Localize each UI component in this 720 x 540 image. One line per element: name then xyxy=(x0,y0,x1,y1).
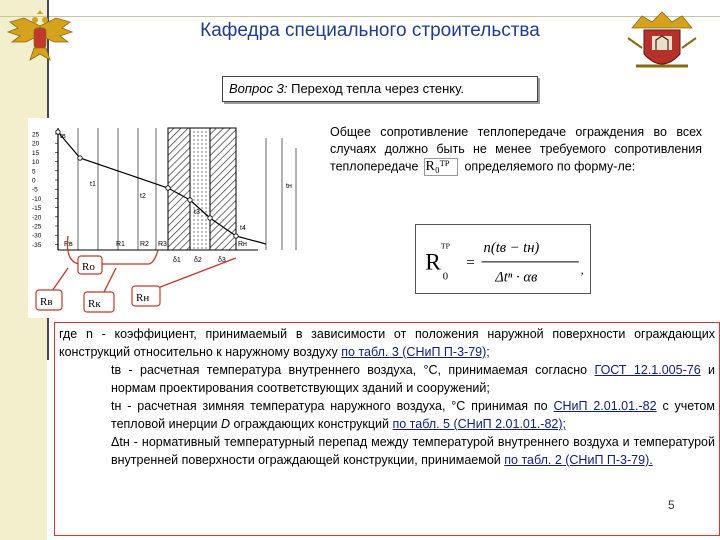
y-tick-label: 15 xyxy=(32,149,40,157)
y-tick-label: 20 xyxy=(32,140,40,148)
slide-number: 5 xyxy=(668,498,675,512)
wall-label-d1: δ1 xyxy=(173,257,181,264)
para-dtn: Δtн - нормативный температурный перепад между температурой внутреннего воздуха и температурой внутренней поверхности ограждающей конструкции, принимаемой по табл. 2 (СНиП П-3-79). xyxy=(111,435,715,467)
right-label: tн xyxy=(286,183,292,190)
explanation-text xyxy=(54,322,720,536)
formula-sup: ТР xyxy=(440,241,450,251)
y-tick-label: -35 xyxy=(32,241,42,249)
question-text: Переход тепла через стенку. xyxy=(291,81,464,96)
link-snip[interactable]: СНиП 2.01.01.-82 xyxy=(553,399,657,413)
y-tick-label: -20 xyxy=(32,214,42,222)
y-tick-label: 10 xyxy=(32,159,40,167)
formula-sub: 0 xyxy=(442,270,449,283)
eagle-emblem-icon xyxy=(4,8,76,72)
formula-denominator: Δtⁿ · αв xyxy=(495,269,538,286)
y-tick-label: -15 xyxy=(32,205,42,213)
y-tick-label: -30 xyxy=(32,232,42,240)
callout-line2: определяемого по форму-ле: xyxy=(464,159,636,174)
wall-label-d3: δ3 xyxy=(218,257,226,264)
para-n: где n - коэффициент, принимаемый в зависимости от положения наружной поверхности ограждающих конструкций относительно к наружному воздуху по табл. 3 (СНиП П-3-79); xyxy=(59,327,715,359)
callout-line1: Общее сопротивление теплопередаче ограждения во всех случаях должно быть не менее требуемого сопротивления теплопередаче xyxy=(330,125,702,174)
definition-callout xyxy=(315,116,718,302)
question-label: Вопрос 3: xyxy=(229,81,288,96)
formula-numerator: n(tв − tн) xyxy=(483,240,540,257)
bottom-label-rn: Rн xyxy=(238,241,247,248)
circle-label-rk: Rк xyxy=(88,298,101,310)
bottom-label-r1: R1 xyxy=(116,241,125,248)
wall-layer-1 xyxy=(168,128,190,250)
para-tv: tв - расчетная температура внутреннего воздуха, °С, принимаемая согласно ГОСТ 12.1.005-76 и нормам проектирования соответствующих зданий и сооружений; xyxy=(111,363,716,395)
y-tick-label: 25 xyxy=(32,131,40,139)
circle-label-rv: Rв xyxy=(40,296,53,308)
bottom-label-r2: R2 xyxy=(140,241,149,248)
inline-symbol: R₀ᵀᴾ xyxy=(424,158,458,176)
y-tick-label: -25 xyxy=(32,223,42,231)
formula-eq: = xyxy=(466,254,475,272)
wall-label-t3: t3 xyxy=(194,209,200,216)
y-tick-label: 5 xyxy=(32,168,36,176)
formula-lhs: R xyxy=(425,249,441,276)
para-tn: tн - расчетная зимняя температура наружного воздуха, °С принимая по СНиП 2.01.01.-82 с учетом тепловой инерции D ограждающих конструкций по табл. 5 (СНиП 2.01.01.-82); xyxy=(111,399,715,431)
wall-temperature-diagram xyxy=(28,118,314,318)
wall-label-t1: t1 xyxy=(90,181,96,188)
y-tick-label: -5 xyxy=(32,186,38,194)
y-tick-label: -10 xyxy=(32,195,42,203)
circle-label-ro: Ro xyxy=(82,261,95,273)
link-table2[interactable]: по табл. 2 (СНиП П-3-79). xyxy=(504,453,653,467)
bottom-label-rv: Rв xyxy=(64,241,73,248)
circle-label-rn: Rн xyxy=(136,292,150,304)
formula-box xyxy=(415,224,591,294)
question-box xyxy=(222,76,538,102)
wall-layer-3 xyxy=(210,128,236,250)
page-title: Кафедра специального строительства xyxy=(200,20,540,41)
wall-label-d2: δ2 xyxy=(194,257,202,264)
bottom-label-r3: R3 xyxy=(158,241,167,248)
y-tick-label: 0 xyxy=(32,177,36,185)
top-divider xyxy=(0,16,720,17)
crest-emblem-icon xyxy=(622,8,702,80)
formula-tail: , xyxy=(580,263,584,277)
wall-layer-2 xyxy=(190,128,210,250)
link-table5[interactable]: по табл. 5 (СНиП 2.01.01.-82); xyxy=(392,417,567,431)
callout-text xyxy=(330,124,702,176)
top-label: tв xyxy=(60,133,66,140)
link-gost[interactable]: ГОСТ 12.1.005-76 xyxy=(594,363,701,377)
link-table3[interactable]: по табл. 3 (СНиП П-3-79); xyxy=(341,345,490,359)
wall-label-t4: t4 xyxy=(240,225,246,232)
wall-label-t2: t2 xyxy=(140,193,146,200)
